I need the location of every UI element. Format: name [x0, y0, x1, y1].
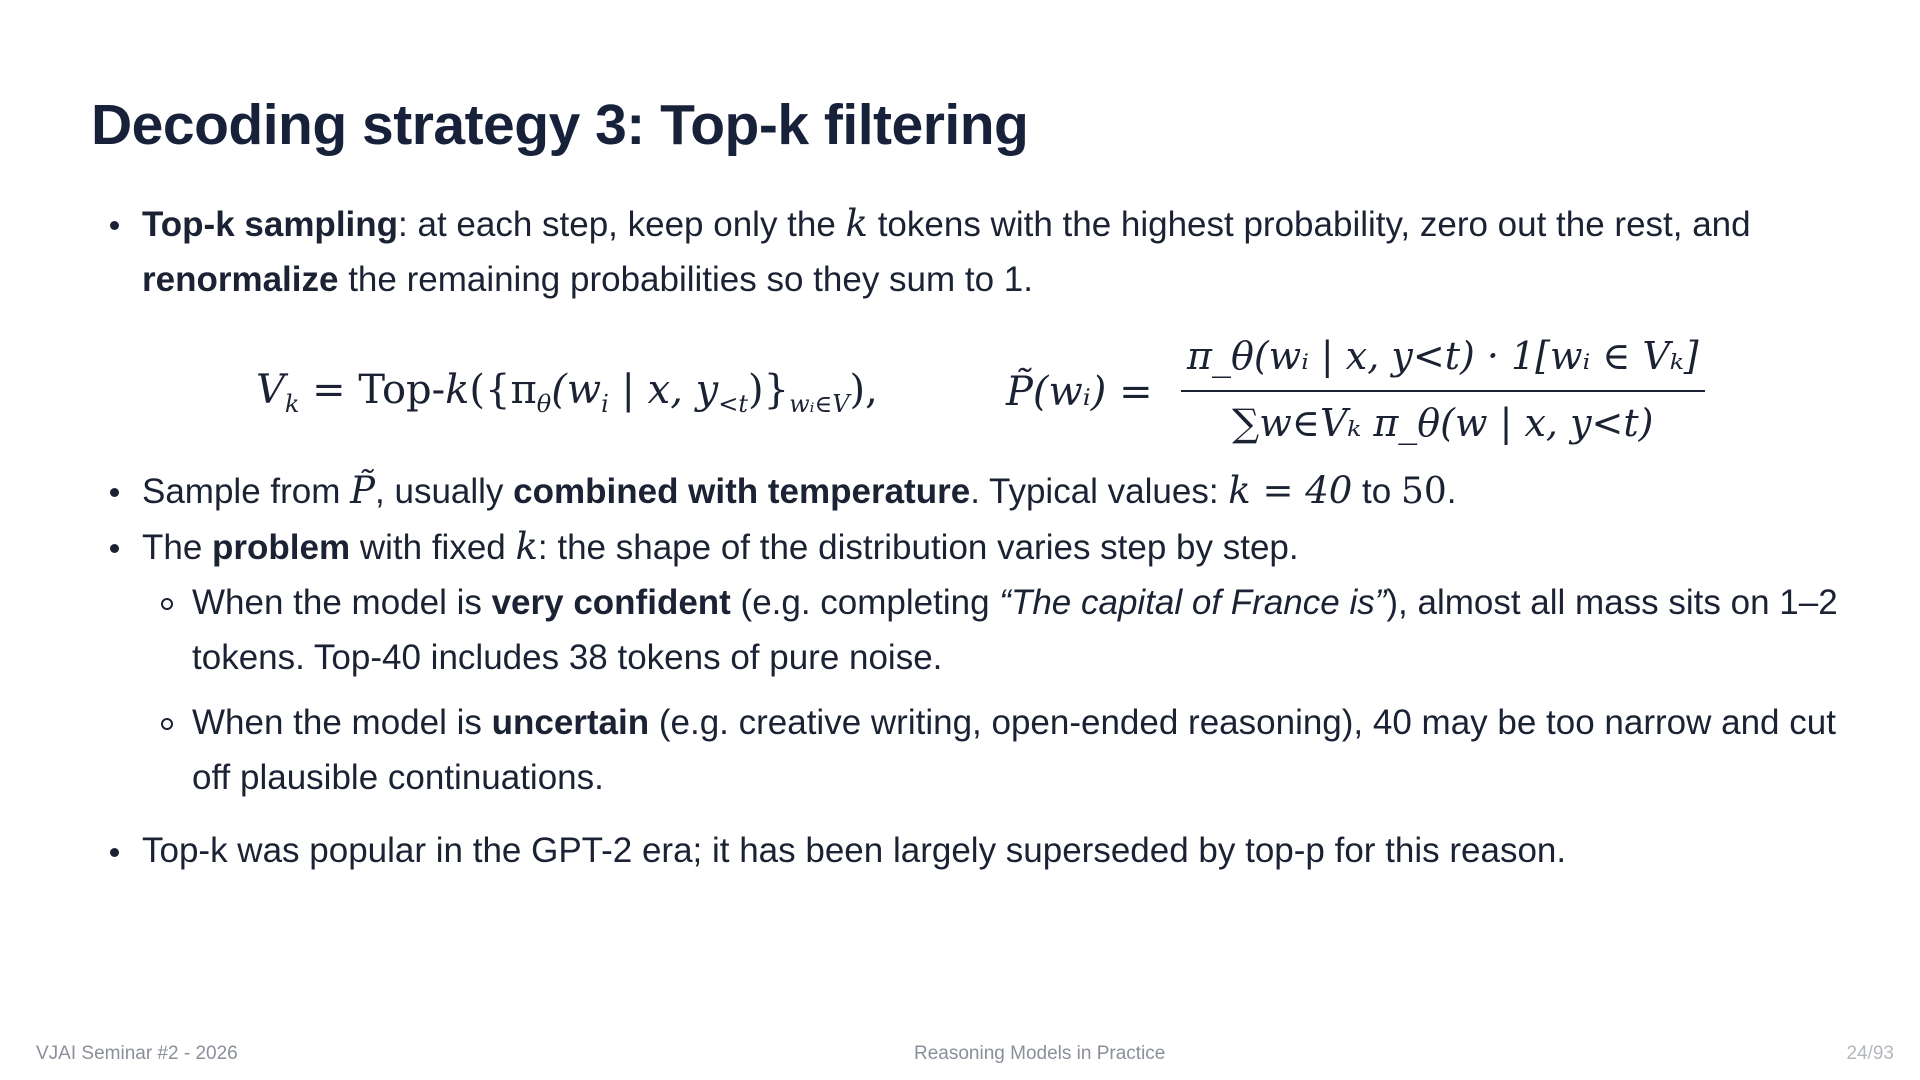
- term-uncertain: uncertain: [491, 703, 650, 742]
- formula-subscript: i: [601, 390, 609, 418]
- footer-event: VJAI Seminar #2 - 2026: [36, 1043, 238, 1064]
- formula-subscript: wᵢ∈V: [789, 390, 850, 418]
- formula-topk-set: [256, 363, 878, 432]
- bullet-text: the remaining probabilities so they sum to 1.: [338, 260, 1033, 299]
- math-k: k: [515, 525, 538, 568]
- bullet-text: . Typical values:: [970, 472, 1229, 511]
- formula-subscript: k: [284, 390, 300, 418]
- bullet-sample-from: [106, 463, 1846, 519]
- bullet-text: The: [142, 528, 213, 567]
- term-temperature: combined with temperature: [513, 472, 971, 511]
- bullet-text: , usually: [375, 472, 514, 511]
- bullet-text: (e.g. creative writing, open-ended reasoning), 40 may be too narrow and cut off plausible continuations.: [192, 703, 1836, 797]
- formula-row: [106, 315, 1846, 455]
- bullet-text: Top-k was popular in the GPT-2 era; it has been largely superseded by top-p for this reason.: [142, 831, 1567, 870]
- formula-text: (w: [551, 367, 602, 413]
- bullet-text: When the model is: [192, 703, 492, 742]
- term-problem: problem: [212, 528, 351, 567]
- bullet-text: tokens with the highest probability, zero out the rest, and: [867, 205, 1751, 244]
- math-k-value: k = 40: [1228, 469, 1353, 512]
- formula-subscript: θ: [536, 390, 552, 418]
- slide-title: Decoding strategy 3: Top-k filtering: [91, 93, 1029, 157]
- bullet-text: .: [1446, 472, 1457, 511]
- bullet-text: (e.g. completing: [730, 583, 1000, 622]
- bullet-text: Sample from: [142, 472, 351, 511]
- bullet-text: : at each step, keep only the: [398, 205, 846, 244]
- bullet-topk-sampling: [106, 196, 1846, 307]
- subbullet-confident: [106, 575, 1846, 685]
- footer-talk-title: Reasoning Models in Practice: [914, 1043, 1166, 1064]
- term-topk-sampling: Top-k sampling: [142, 205, 399, 244]
- formula-subscript: <t: [718, 390, 749, 418]
- subbullet-uncertain: [106, 695, 1846, 805]
- math-ptilde: P̃: [350, 469, 376, 512]
- formula-text: | x, y: [608, 367, 719, 413]
- bullet-text: ), almost all mass sits on 1–2 tokens. Top-40 includes 38 tokens of pure noise.: [192, 583, 1838, 677]
- formula-symbol: k: [445, 367, 470, 413]
- math-k: k: [845, 202, 868, 245]
- term-very-confident: very confident: [491, 583, 731, 622]
- formula-lhs: P̃(wᵢ) =: [1006, 369, 1153, 415]
- bullet-text: to: [1352, 472, 1401, 511]
- example-quote: “The capital of France is”: [999, 583, 1387, 622]
- formula-numerator: π_θ(wᵢ | x, y<t) · 1[wᵢ ∈ Vₖ]: [1181, 329, 1705, 392]
- term-renormalize: renormalize: [142, 260, 339, 299]
- footer-page-number: 24/93: [1846, 1043, 1894, 1064]
- bullet-gpt2-era: [106, 823, 1846, 878]
- formula-text: ({π: [469, 367, 537, 413]
- formula-text: )}: [748, 367, 790, 413]
- formula-text: ),: [849, 367, 878, 413]
- formula-fraction: [1181, 329, 1705, 451]
- math-k-value-2: 50: [1400, 471, 1447, 512]
- bullet-text: with fixed: [350, 528, 516, 567]
- bullet-text: When the model is: [192, 583, 492, 622]
- bullet-text: : the shape of the distribution varies step by step.: [537, 528, 1299, 567]
- bullet-problem: [106, 519, 1846, 575]
- formula-denominator: ∑w∈Vₖ π_θ(w | x, y<t): [1232, 401, 1654, 445]
- formula-symbol: V: [256, 367, 285, 413]
- formula-text: = Top-: [299, 367, 446, 413]
- slide-content: [106, 196, 1846, 878]
